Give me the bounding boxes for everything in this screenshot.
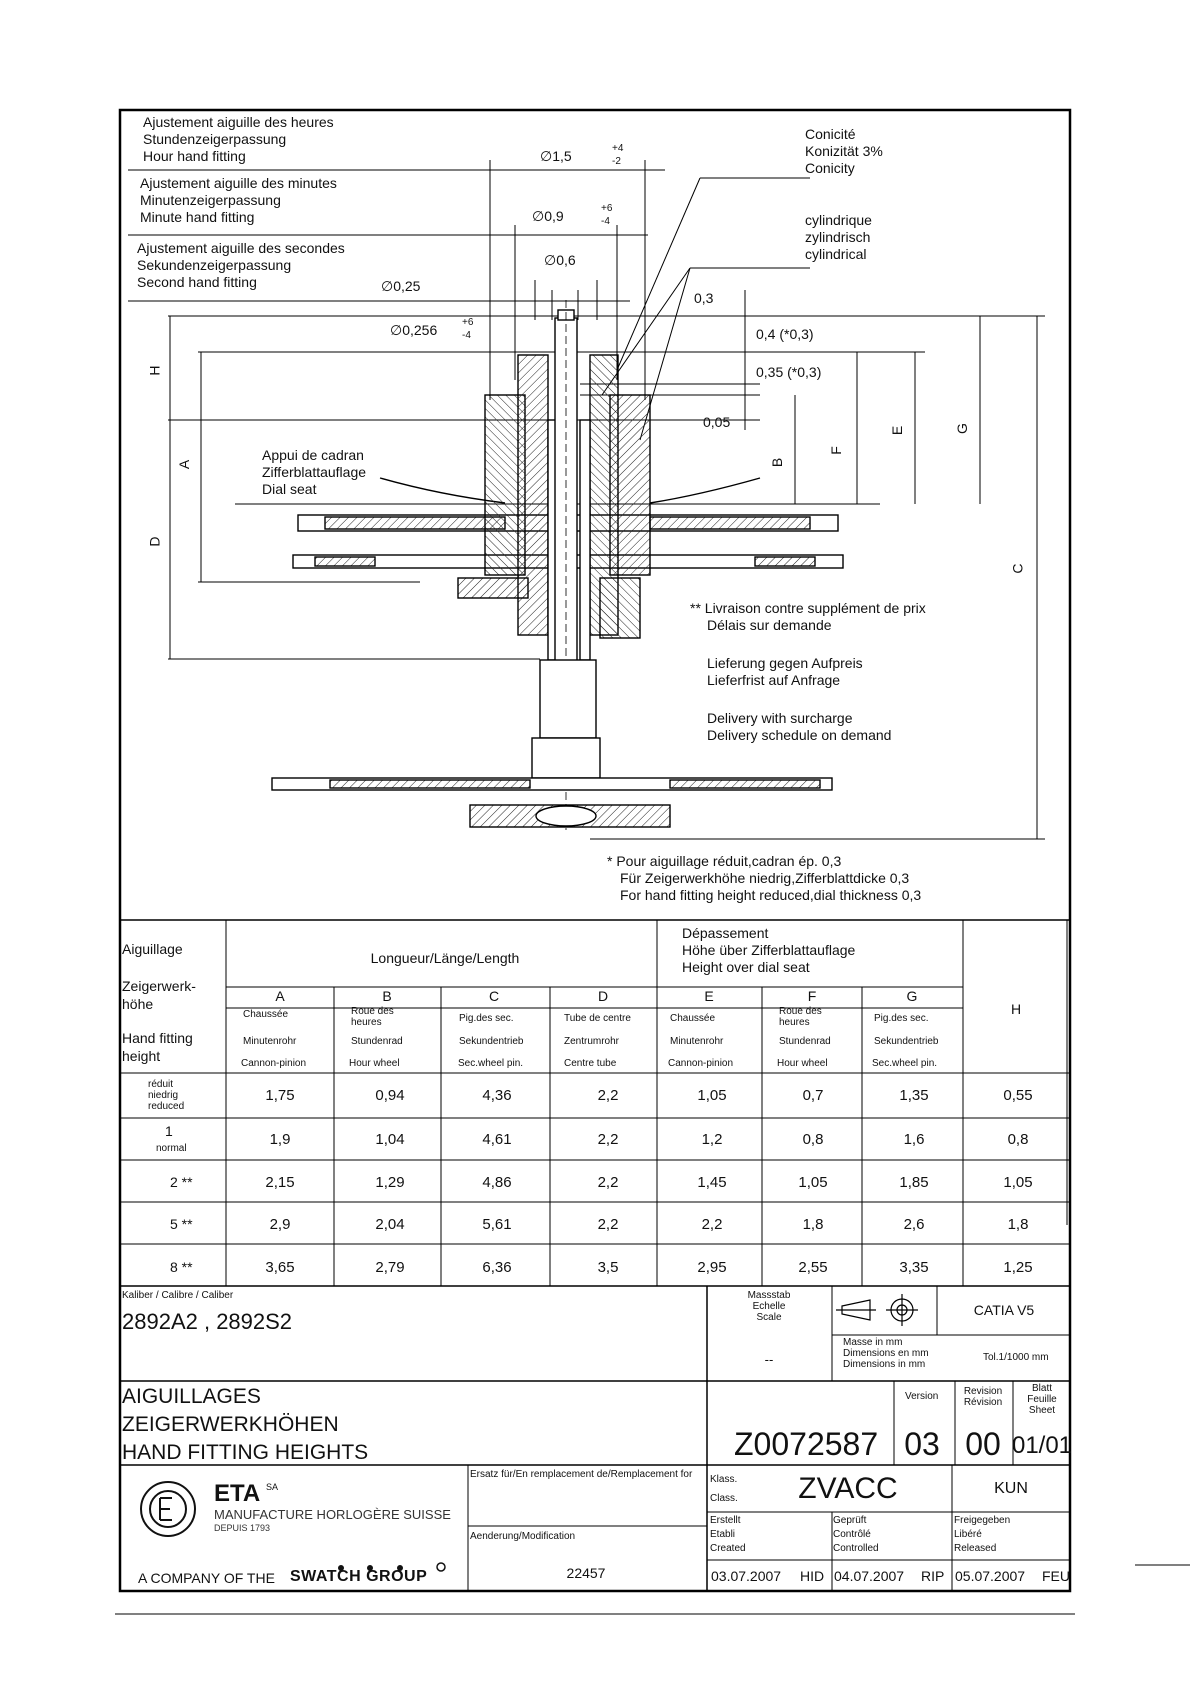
dim-letter-e: E — [889, 425, 906, 436]
table-cell: 5,61 — [482, 1216, 512, 1233]
sheet-label: Blatt Feuille Sheet — [1027, 1383, 1057, 1416]
table-cell: 0,94 — [375, 1087, 405, 1104]
class-value: ZVACC — [798, 1472, 898, 1505]
table-cell: 2,9 — [269, 1216, 291, 1233]
pinion-tol-plus: +6 — [462, 317, 474, 328]
row-header-zeiger2: höhe — [122, 996, 154, 1012]
second-diameter: ∅0,25 — [381, 278, 421, 294]
kun-value: KUN — [994, 1480, 1028, 1497]
col-de-e: Minutenrohr — [670, 1036, 724, 1047]
table-cell: 1,05 — [798, 1174, 828, 1191]
conicity-label: Conicité Konizität 3% Conicity — [805, 126, 883, 176]
dial-seat-label: Appui de cadran Zifferblattauflage Dial seat — [262, 447, 367, 497]
version-value: 03 — [904, 1426, 940, 1462]
row-label-reduced: réduit niedrig reduced — [148, 1079, 185, 1112]
eta-emblem — [141, 1482, 195, 1536]
h-column-header: H — [1010, 1001, 1022, 1017]
table-cell: 1,6 — [903, 1131, 925, 1148]
eta-subtitle: MANUFACTURE HORLOGÈRE SUISSE — [214, 1507, 451, 1522]
col-fr-a: Chaussée — [243, 1009, 289, 1020]
col-fr-c: Pig.des sec. — [459, 1013, 514, 1024]
col-de-c: Sekundentrieb — [459, 1036, 524, 1047]
table-cell: 2,2 — [597, 1087, 619, 1104]
table-cell: 6,36 — [482, 1259, 512, 1276]
dim-letter-a: A — [176, 459, 193, 470]
col-en-b: Hour wheel — [349, 1058, 400, 1069]
row-header-zeiger1: Zeigerwerk- — [122, 978, 196, 994]
replacement-label: Ersatz für/En remplacement de/Remplacement for — [470, 1469, 693, 1480]
col-letter-b: B — [382, 988, 392, 1004]
dim-letter-g: G — [953, 423, 970, 434]
length-header: Longueur/Länge/Length — [370, 950, 520, 966]
row-label-5: 5 ** — [170, 1216, 193, 1232]
table-cell: 2,55 — [798, 1259, 828, 1276]
row-header-hand2: height — [122, 1048, 161, 1064]
eta-sa: SA — [266, 1482, 279, 1492]
scale-value: -- — [764, 1352, 774, 1367]
table-cell: 1,75 — [265, 1087, 295, 1104]
table-cell: 2,2 — [597, 1174, 619, 1191]
table-cell: 1,04 — [375, 1131, 405, 1148]
released-date: 05.07.2007 — [955, 1568, 1026, 1584]
col-de-b: Stundenrad — [351, 1036, 403, 1047]
col-letter-e: E — [704, 988, 714, 1004]
table-cell: 1,29 — [375, 1174, 405, 1191]
table-cell: 1,9 — [269, 1131, 291, 1148]
col-en-c: Sec.wheel pin. — [458, 1058, 524, 1069]
dim-letter-b: B — [769, 457, 786, 468]
class-label: Klass. Class. — [710, 1474, 738, 1504]
table-cell: 1,85 — [899, 1174, 929, 1191]
caliber-value: 2892A2 , 2892S2 — [122, 1309, 293, 1334]
revision-value: 00 — [965, 1426, 1001, 1462]
catia-label: CATIA V5 — [973, 1302, 1035, 1318]
table-cell: 2,2 — [701, 1216, 723, 1233]
row-label-8: 8 ** — [170, 1259, 193, 1275]
table-cell: 2,2 — [597, 1216, 619, 1233]
table-cell: 1,05 — [1003, 1174, 1033, 1191]
pinion-diameter: ∅0,256 — [390, 322, 438, 338]
hour-diameter: ∅1,5 — [540, 148, 572, 164]
table-cell: 1,8 — [802, 1216, 824, 1233]
dim-letter-h: H — [146, 365, 163, 376]
pinion-tol-minus: -4 — [462, 330, 471, 341]
minute-diameter: ∅0,9 — [532, 208, 564, 224]
table-cell: 2,2 — [597, 1131, 619, 1148]
table-cell: 2,04 — [375, 1216, 405, 1233]
col-fr-f: Roue des heures — [779, 1006, 822, 1028]
scale-label: Massstab Echelle Scale — [747, 1290, 791, 1323]
sheet-value: 01/01 — [1011, 1432, 1073, 1459]
col-fr-b: Roue des heures — [351, 1006, 394, 1028]
table-cell: 1,35 — [899, 1087, 929, 1104]
row-header-hand1: Hand fitting — [122, 1030, 193, 1046]
minute-tol-minus: -4 — [601, 216, 610, 227]
caliber-label: Kaliber / Calibre / Caliber — [122, 1290, 234, 1301]
created-date: 03.07.2007 — [711, 1568, 782, 1584]
col-fr-e: Chaussée — [670, 1013, 716, 1024]
table-cell: 2,6 — [903, 1216, 925, 1233]
col-letter-g: G — [906, 988, 918, 1004]
table-cell: 3,65 — [265, 1259, 295, 1276]
modification-value: 22457 — [566, 1565, 606, 1581]
row-header-aiguillage: Aiguillage — [122, 941, 183, 957]
height-dim-3: 0,35 (*0,3) — [756, 364, 822, 380]
table-cell: 2,95 — [697, 1259, 727, 1276]
col-letter-a: A — [275, 988, 285, 1004]
created-label: Erstellt Etabli Created — [710, 1515, 746, 1554]
dim-letter-f: F — [827, 446, 844, 455]
second-fitting-label: Ajustement aiguille des secondes Sekundenzeigerpassung Second hand fitting — [137, 240, 345, 290]
col-de-f: Stundenrad — [779, 1036, 831, 1047]
minute-tol-plus: +6 — [601, 203, 613, 214]
col-en-f: Hour wheel — [777, 1058, 828, 1069]
checked-label: Geprüft Contrôlé Controlled — [833, 1515, 879, 1554]
height-dim-4: 0,05 — [703, 414, 731, 430]
col-de-g: Sekundentrieb — [874, 1036, 939, 1047]
height-dim-1: 0,3 — [694, 290, 714, 306]
created-by: HID — [800, 1568, 825, 1584]
table-cell: 0,55 — [1003, 1087, 1033, 1104]
table-cell: 0,8 — [802, 1131, 824, 1148]
cylindrical-label: cylindrique zylindrisch cylindrical — [805, 212, 872, 262]
dim-letter-c: C — [1009, 563, 1026, 574]
exceed-header: Dépassement Höhe über Zifferblattauflage Height over dial seat — [682, 925, 856, 975]
col-letter-d: D — [597, 988, 609, 1004]
table-cell: 4,61 — [482, 1131, 512, 1148]
eta-logo-text: ETA — [214, 1480, 261, 1507]
col-de-d: Zentrumrohr — [564, 1036, 620, 1047]
row-label-1: 1 — [165, 1123, 173, 1139]
released-label: Freigegeben Libéré Released — [954, 1515, 1011, 1554]
checked-date: 04.07.2007 — [834, 1568, 905, 1584]
table-cell: 1,05 — [697, 1087, 727, 1104]
col-de-a: Minutenrohr — [243, 1036, 297, 1047]
reduced-note: * Pour aiguillage réduit,cadran ép. 0,3 Für Zeigerwerkhöhe niedrig,Zifferblattdicke 0,3 For hand fitting height reduced,dial thickness 0,3 — [607, 853, 922, 903]
dim-letter-d: D — [146, 536, 163, 547]
delivery-note: ** Livraison contre supplément de prix Délais sur demande Lieferung gegen Aufpreis Lieferfrist auf Anfrage Delivery with surcharge Delivery schedule on demand — [690, 600, 926, 743]
drawing-title: AIGUILLAGES ZEIGERWERKHÖHEN HAND FITTING HEIGHTS — [122, 1385, 369, 1464]
swatch-group-logo: SWATCH GROUP — [290, 1568, 428, 1585]
col-en-e: Cannon-pinion — [668, 1058, 734, 1069]
released-by: FEU — [1042, 1568, 1070, 1584]
table-cell: 1,2 — [701, 1131, 723, 1148]
table-cell: 3,35 — [899, 1259, 929, 1276]
table-cell: 2,15 — [265, 1174, 295, 1191]
table-cell: 3,5 — [597, 1259, 619, 1276]
height-dim-2: 0,4 (*0,3) — [756, 326, 814, 342]
table-cell: 0,8 — [1007, 1131, 1029, 1148]
swatch-prefix: A COMPANY OF THE — [138, 1570, 275, 1586]
tolerance-label: Tol.1/1000 mm — [983, 1352, 1049, 1363]
dimensions-label: Masse in mm Dimensions en mm Dimensions in mm — [843, 1337, 929, 1370]
table-cell: 2,79 — [375, 1259, 405, 1276]
table-cell: 4,86 — [482, 1174, 512, 1191]
col-en-a: Cannon-pinion — [241, 1058, 307, 1069]
version-label: Version — [905, 1391, 939, 1402]
drawing-number: Z0072587 — [734, 1426, 879, 1462]
eta-since: DEPUIS 1793 — [214, 1523, 271, 1533]
row-label-normal: normal — [156, 1143, 187, 1154]
hour-tol-plus: +4 — [612, 143, 624, 154]
second-diameter-2: ∅0,6 — [544, 252, 576, 268]
hour-tol-minus: -2 — [612, 156, 621, 167]
col-fr-g: Pig.des sec. — [874, 1013, 929, 1024]
hour-fitting-label: Ajustement aiguille des heures Stundenzeigerpassung Hour hand fitting — [143, 114, 334, 164]
modification-label: Aenderung/Modification — [470, 1531, 576, 1542]
revision-label: Revision Révision — [963, 1386, 1003, 1408]
col-letter-c: C — [488, 988, 500, 1004]
col-letter-f: F — [807, 988, 817, 1004]
col-en-g: Sec.wheel pin. — [872, 1058, 938, 1069]
table-cell: 1,25 — [1003, 1259, 1033, 1276]
col-en-d: Centre tube — [564, 1058, 617, 1069]
col-fr-d: Tube de centre — [564, 1013, 631, 1024]
minute-fitting-label: Ajustement aiguille des minutes Minutenzeigerpassung Minute hand fitting — [140, 175, 337, 225]
table-cell: 4,36 — [482, 1087, 512, 1104]
table-cell: 1,8 — [1007, 1216, 1029, 1233]
checked-by: RIP — [921, 1568, 945, 1584]
table-cell: 0,7 — [802, 1087, 824, 1104]
row-label-2: 2 ** — [170, 1174, 193, 1190]
table-cell: 1,45 — [697, 1174, 727, 1191]
